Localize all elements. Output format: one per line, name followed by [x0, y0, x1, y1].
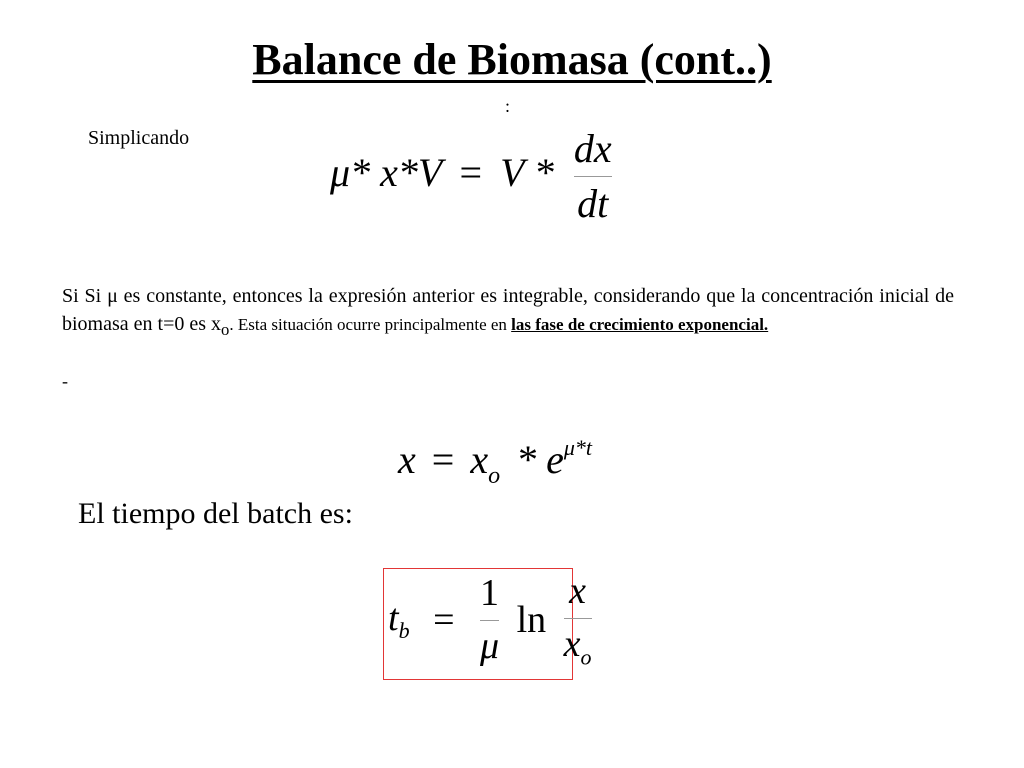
colon-mark: : — [505, 96, 511, 116]
eq1-lhs: μ* x*V — [330, 150, 442, 195]
eq1-numerator: dx — [573, 126, 612, 172]
equation-mass-balance — [330, 128, 612, 225]
paragraph-subscript: o — [221, 320, 230, 339]
eq1-fraction-bar — [574, 176, 612, 177]
eq3-t-sub: b — [398, 618, 410, 644]
eq3-t-letter: t — [388, 597, 399, 640]
batch-time-label: El tiempo del batch es: — [78, 497, 353, 530]
eq2-xo-sub: o — [488, 463, 501, 489]
slide-title — [0, 30, 1024, 90]
eq1-rhs-prefix: V * — [500, 150, 554, 195]
eq3-frac1-den: μ — [480, 624, 500, 667]
eq3-t — [388, 596, 410, 644]
eq3-frac2-den — [563, 622, 592, 670]
eq2-exponent: μ*t — [563, 435, 593, 460]
eq1-denominator: dt — [577, 181, 609, 227]
eq2-xo: x — [470, 437, 489, 482]
dash-bullet: - — [62, 371, 68, 391]
paragraph-part1: Si Si μ es constante, entonces la expresión anterior es integrable, considerando que la concentración inicial de biomasa en t=0 es x — [62, 285, 954, 335]
eq3-fraction2 — [564, 572, 592, 669]
eq3-frac2-den-sub: o — [580, 644, 592, 670]
eq1-equals: = — [459, 150, 483, 195]
eq3-frac2-bar — [564, 618, 592, 619]
eq3-frac1-bar — [480, 620, 499, 621]
equation-batch-time — [388, 572, 594, 669]
eq1-fraction — [574, 128, 612, 225]
eq2-x: x — [398, 437, 416, 482]
eq3-fraction1 — [480, 571, 500, 667]
eq3-frac1-num: 1 — [480, 571, 500, 614]
exponential-phase-link[interactable]: las fase de crecimiento exponencial. — [511, 315, 769, 334]
eq2-equals: = — [431, 437, 455, 482]
equation-exponential-growth — [398, 422, 592, 502]
slide-title-text: Balance de Biomasa (cont..) — [252, 35, 772, 84]
explanation-paragraph — [62, 282, 954, 344]
eq3-ln: ln — [516, 599, 547, 642]
eq2-times-e: * e — [516, 437, 564, 482]
simplify-label: Simplicando — [88, 127, 190, 149]
eq3-frac2-den-x: x — [563, 622, 581, 665]
paragraph-part2: . Esta situación ocurre principalmente en — [229, 315, 512, 334]
eq3-frac2-num: x — [569, 570, 587, 612]
eq3-equals: = — [433, 599, 455, 642]
